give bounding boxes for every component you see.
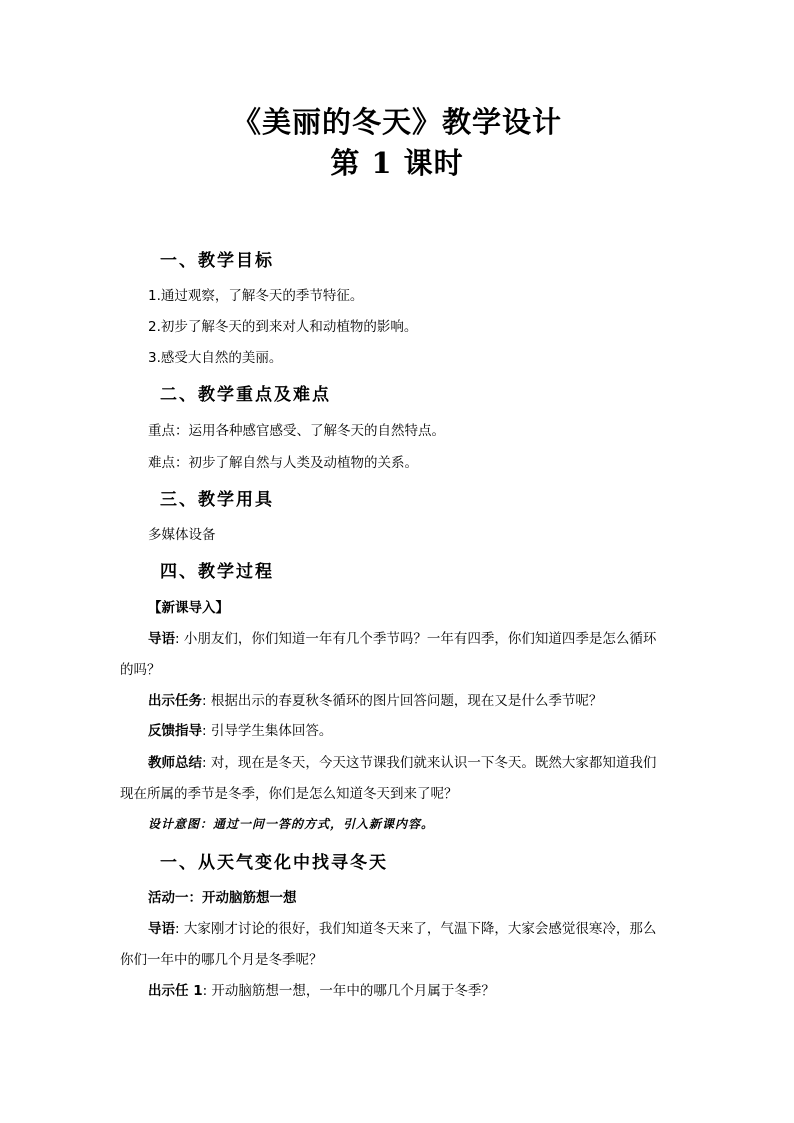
heading-tools: 三、教学用具 [160, 490, 274, 510]
weather-lead-label: 导语 [148, 921, 175, 937]
weather-task-paragraph [148, 979, 495, 999]
weather-lead-paragraph [148, 917, 656, 937]
document-title: 《美丽的冬天》教学设计 [231, 105, 562, 139]
lead-text-continued: 的吗？ [120, 662, 161, 678]
feedback-label: 反馈指导 [148, 723, 202, 739]
activity-one-label: 活动一：开动脑筋想一想 [148, 890, 297, 906]
heading-process: 四、教学过程 [160, 562, 274, 582]
task-paragraph [148, 689, 602, 709]
lesson-number: 第 1 课时 [330, 146, 464, 180]
feedback-text: : 引导学生集体回答。 [202, 723, 333, 739]
difficulty-text: 难点：初步了解自然与人类及动植物的关系。 [148, 455, 418, 471]
objective-item-1: 1.通过观察，了解冬天的季节特征。 [148, 288, 364, 304]
summary-text-continued: 现在所属的季节是冬季，你们是怎么知道冬天到来了呢？ [120, 786, 458, 802]
objective-item-3: 3.感受大自然的美丽。 [148, 350, 283, 366]
weather-task-text: : 开动脑筋想一想，一年中的哪几个月属于冬季？ [202, 983, 495, 999]
summary-label: 教师总结 [148, 755, 202, 771]
objective-item-2: 2.初步了解冬天的到来对人和动植物的影响。 [148, 319, 418, 335]
heading-key-points: 二、教学重点及难点 [160, 385, 331, 405]
heading-weather: 一、从天气变化中找寻冬天 [160, 853, 388, 873]
heading-objectives: 一、教学目标 [160, 251, 274, 271]
weather-lead-continued: 你们一年中的哪几个月是冬季呢？ [120, 952, 323, 968]
summary-text: : 对，现在是冬天，今天这节课我们就来认识一下冬天。既然大家都知道我们 [202, 755, 657, 771]
lead-paragraph [148, 627, 656, 647]
summary-paragraph [148, 751, 656, 771]
design-intent-note: 设计意图：通过一问一答的方式，引入新课内容。 [148, 817, 435, 831]
lead-label: 导语 [148, 631, 175, 647]
task-label: 出示任务 [148, 693, 202, 709]
task-text: : 根据出示的春夏秋冬循环的图片回答问题，现在又是什么季节呢？ [202, 693, 603, 709]
intro-label: 【新课导入】 [148, 600, 229, 616]
feedback-paragraph [148, 719, 332, 739]
weather-lead-text: : 大家刚才讨论的很好，我们知道冬天来了，气温下降，大家会感觉很寒冷，那么 [175, 921, 657, 937]
focus-text: 重点：运用各种感官感受、了解冬天的自然特点。 [148, 423, 445, 439]
lead-text: : 小朋友们，你们知道一年有几个季节吗？一年有四季，你们知道四季是怎么循环 [175, 631, 657, 647]
tools-text: 多媒体设备 [148, 527, 216, 543]
weather-task-label: 出示任 1 [148, 983, 203, 999]
